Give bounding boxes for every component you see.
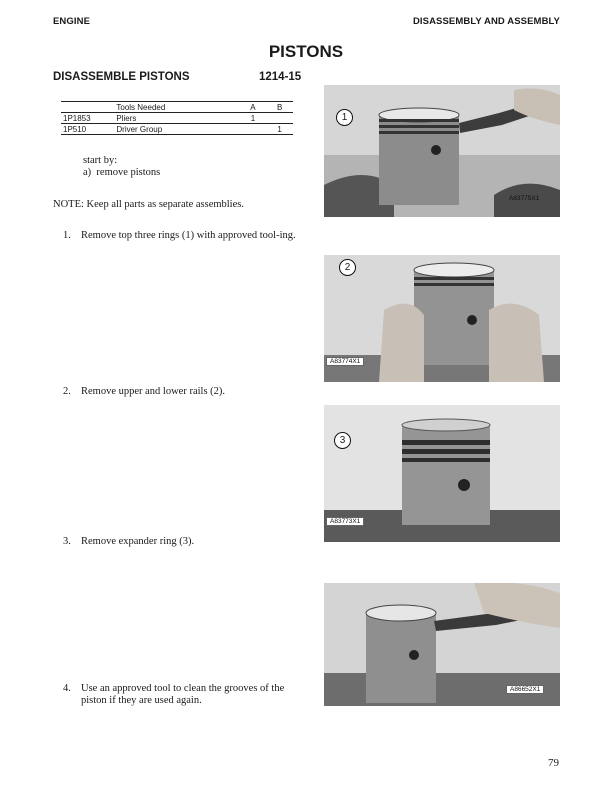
photo-id: A83774X1 xyxy=(326,357,364,366)
tool-name: Driver Group xyxy=(116,124,163,134)
header-right: DISASSEMBLY AND ASSEMBLY xyxy=(412,16,560,27)
tools-table-header-cell: B xyxy=(276,102,283,112)
photo-id: A86652X1 xyxy=(506,685,544,694)
photo-clean-grooves xyxy=(324,583,560,706)
step-number: 2. xyxy=(63,386,71,397)
tools-table-header-cell: A xyxy=(250,102,256,112)
callout-1: 1 xyxy=(336,109,353,126)
start-by-label: start by: xyxy=(83,155,118,166)
step-4 xyxy=(63,683,298,707)
step-number: 1. xyxy=(63,230,71,241)
step-number: 3. xyxy=(63,536,71,547)
step-text: Use an approved tool to clean the grooves of the piston if they are used again. xyxy=(81,683,285,706)
tools-table-header-cell xyxy=(61,102,114,113)
step-1 xyxy=(63,230,298,242)
photo-id: A83775X1 xyxy=(509,195,540,202)
step-number: 4. xyxy=(63,683,71,694)
callout-2: 2 xyxy=(339,259,356,276)
photo-remove-rails xyxy=(324,255,560,382)
step-2 xyxy=(63,386,298,398)
page-number: 79 xyxy=(548,757,559,769)
photo-remove-top-rings xyxy=(324,85,560,217)
tools-table-header-row xyxy=(61,102,293,113)
note-text: NOTE: Keep all parts as separate assemblies. xyxy=(53,199,244,210)
tool-qty-b xyxy=(266,113,293,124)
tools-table-header-cell: Tools Needed xyxy=(116,102,166,112)
step-text: Remove expander ring (3). xyxy=(81,536,195,547)
tool-name: Pliers xyxy=(116,113,137,123)
tool-part-number: 1P510 xyxy=(63,124,87,134)
section-number: 1214-15 xyxy=(259,71,302,83)
header-left: ENGINE xyxy=(53,16,91,27)
page-title: PISTONS xyxy=(268,42,344,61)
tools-table xyxy=(61,101,293,135)
tool-part-number: 1P1853 xyxy=(63,113,91,123)
section-title: DISASSEMBLE PISTONS xyxy=(53,71,190,83)
start-by-item: a) remove pistons xyxy=(83,167,161,178)
tool-qty-b: 1 xyxy=(277,124,282,134)
step-text: Remove top three rings (1) with approved tool-ing. xyxy=(81,230,296,241)
photo-remove-expander xyxy=(324,405,560,542)
photo-id: A83773X1 xyxy=(326,517,364,526)
step-3 xyxy=(63,536,298,548)
callout-3: 3 xyxy=(334,432,351,449)
step-text: Remove upper and lower rails (2). xyxy=(81,386,226,397)
table-row xyxy=(61,113,293,124)
tool-qty-a xyxy=(240,124,267,135)
tool-qty-a: 1 xyxy=(250,113,256,123)
table-row xyxy=(61,124,293,135)
